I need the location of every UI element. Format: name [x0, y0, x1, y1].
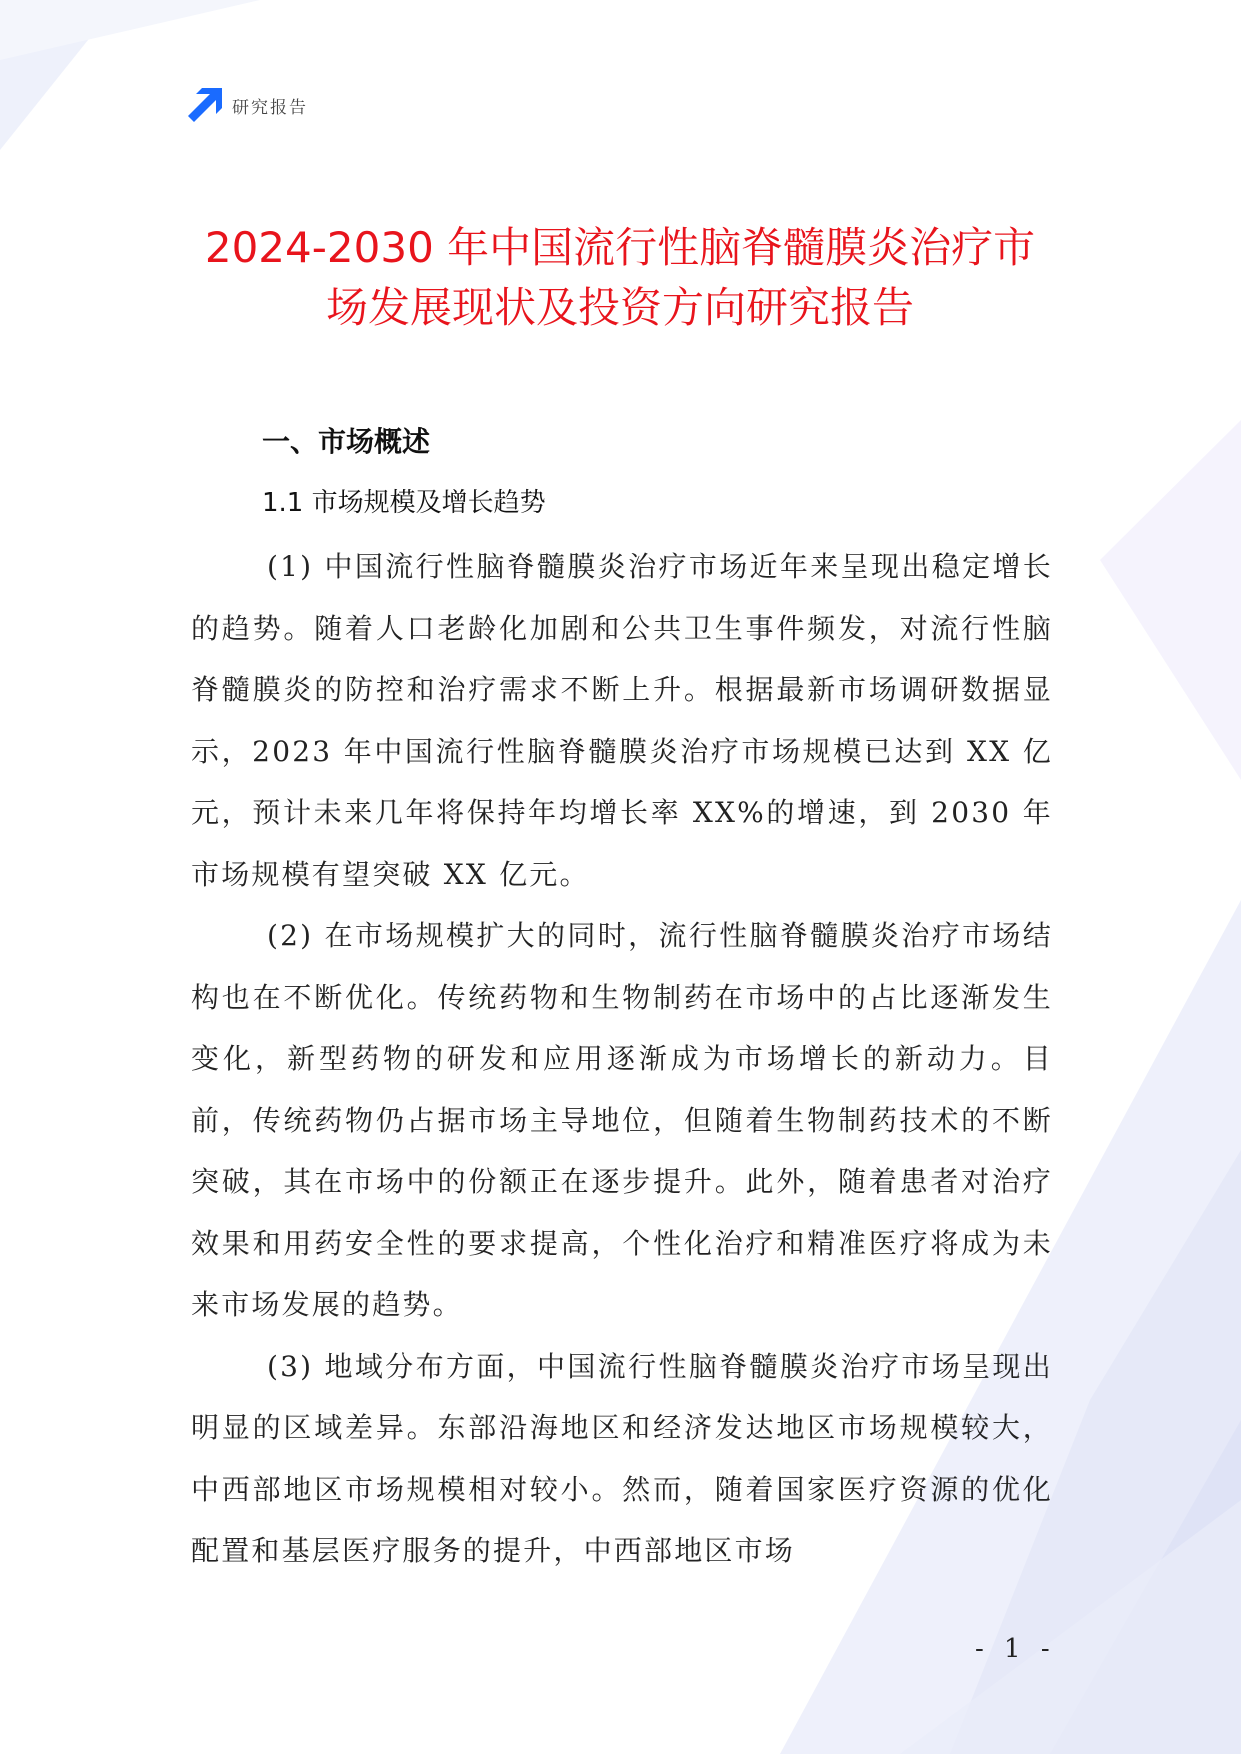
arrow-up-right-icon: [188, 88, 222, 122]
paragraph-3: (3) 地域分布方面，中国流行性脑脊髓膜炎治疗市场呈现出明显的区域差异。东部沿海地区和经济发达地区市场规模较大，中西部地区市场规模相对较小。然而，随着国家医疗资源的优化配置和基层医疗服务的提升，中西部地区市场: [191, 1349, 1053, 1567]
paragraph-2: (2) 在市场规模扩大的同时，流行性脑脊髓膜炎治疗市场结构也在不断优化。传统药物和生物制药在市场中的占比逐渐发生变化，新型药物的研发和应用逐渐成为市场增长的新动力。目前，传统药物仍占据市场主导地位，但随着生物制药技术的不断突破，其在市场中的份额正在逐步提升。此外，随着患者对治疗效果和用药安全性的要求提高，个性化治疗和精准医疗将成为未来市场发展的趋势。: [191, 919, 1053, 1321]
header-label: 研究报告: [232, 97, 308, 118]
title-line-2: 场发展现状及投资方向研究报告: [325, 283, 914, 332]
subsection-heading: 1.1 市场规模及增长趋势: [262, 488, 546, 518]
document-title: [150, 218, 1090, 338]
document-header: [188, 88, 308, 122]
section-heading: 一、市场概述: [262, 425, 431, 458]
body-text: [191, 536, 1053, 1582]
paragraph-1: (1) 中国流行性脑脊髓膜炎治疗市场近年来呈现出稳定增长的趋势。随着人口老龄化加剧和公共卫生事件频发，对流行性脑脊髓膜炎的防控和治疗需求不断上升。根据最新市场调研数据显示，2023 年中国流行性脑脊髓膜炎治疗市场规模已达到 XX 亿元，预计未来几年将保持年均增长率 XX%的增速，到 2030 年市场规模有望突破 XX 亿元。: [191, 550, 1053, 891]
title-line-1: 2024-2030 年中国流行性脑脊髓膜炎治疗市: [204, 223, 1036, 272]
page-number: - 1 -: [975, 1634, 1056, 1664]
